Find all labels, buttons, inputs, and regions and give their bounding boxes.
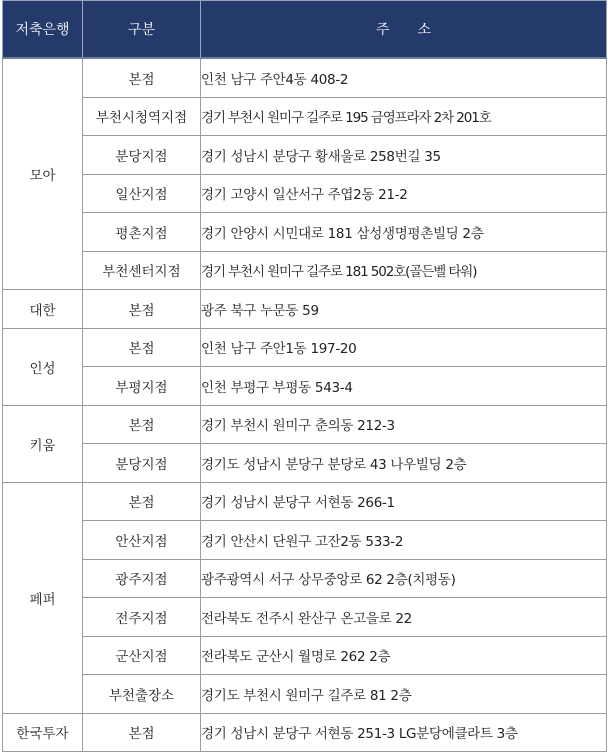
division-cell: 전주지점: [83, 598, 201, 637]
table-body: [3, 58, 607, 752]
table-row: [3, 598, 607, 637]
header-address: 주 소: [201, 1, 607, 59]
table-row: [3, 213, 607, 252]
division-cell: 부천시청역지점: [83, 97, 201, 136]
division-cell: 부평지점: [83, 367, 201, 406]
address-cell: 전라북도 군산시 월명로 262 2층: [201, 636, 607, 675]
address-cell: 경기 부천시 원미구 길주로 181 502호(골든벨 타워): [201, 251, 607, 290]
table-row: [3, 713, 607, 752]
branch-address-table: [2, 0, 607, 752]
header-row: [3, 1, 607, 59]
division-cell: 광주지점: [83, 559, 201, 598]
header-division: 구분: [83, 1, 201, 59]
address-cell: 경기 성남시 분당구 황새울로 258번길 35: [201, 136, 607, 175]
division-cell: 본점: [83, 58, 201, 97]
table-row: [3, 559, 607, 598]
address-cell: 광주광역시 서구 상무중앙로 62 2층(치평동): [201, 559, 607, 598]
division-cell: 분당지점: [83, 444, 201, 483]
division-cell: 안산지점: [83, 521, 201, 560]
bank-name-cell: 키움: [3, 405, 83, 482]
division-cell: 본점: [83, 328, 201, 367]
address-cell: 경기도 부천시 원미구 길주로 81 2층: [201, 675, 607, 714]
address-cell: 경기 성남시 분당구 서현동 266-1: [201, 482, 607, 521]
bank-name-cell: 페퍼: [3, 482, 83, 713]
address-cell: 인천 남구 주안4동 408-2: [201, 58, 607, 97]
table-row: [3, 444, 607, 483]
table-row: [3, 328, 607, 367]
address-cell: 경기 부천시 원미구 길주로 195 금영프라자 2차 201호: [201, 97, 607, 136]
table-row: [3, 136, 607, 175]
division-cell: 부천출장소: [83, 675, 201, 714]
table-row: [3, 675, 607, 714]
table-row: [3, 521, 607, 560]
address-cell: 인천 부평구 부평동 543-4: [201, 367, 607, 406]
division-cell: 본점: [83, 405, 201, 444]
division-cell: 분당지점: [83, 136, 201, 175]
address-cell: 경기도 성남시 분당구 분당로 43 나우빌딩 2층: [201, 444, 607, 483]
division-cell: 군산지점: [83, 636, 201, 675]
bank-name-cell: 인성: [3, 328, 83, 405]
address-cell: 경기 고양시 일산서구 주엽2동 21-2: [201, 174, 607, 213]
address-cell: 경기 부천시 원미구 춘의동 212-3: [201, 405, 607, 444]
bank-name-cell: 한국투자: [3, 713, 83, 752]
division-cell: 부천센터지점: [83, 251, 201, 290]
table-row: [3, 405, 607, 444]
address-cell: 광주 북구 누문동 59: [201, 290, 607, 329]
table-row: [3, 97, 607, 136]
address-cell: 경기 안산시 단원구 고잔2동 533-2: [201, 521, 607, 560]
bank-name-cell: 모아: [3, 58, 83, 290]
address-cell: 인천 남구 주안1동 197-20: [201, 328, 607, 367]
table-row: [3, 636, 607, 675]
division-cell: 본점: [83, 713, 201, 752]
division-cell: 본점: [83, 290, 201, 329]
table-row: [3, 251, 607, 290]
address-cell: 경기 안양시 시민대로 181 삼성생명평촌빌딩 2층: [201, 213, 607, 252]
table-row: [3, 58, 607, 97]
division-cell: 일산지점: [83, 174, 201, 213]
table-row: [3, 174, 607, 213]
header-bank: 저축은행: [3, 1, 83, 59]
address-cell: 경기 성남시 분당구 서현동 251-3 LG분당에클라트 3층: [201, 713, 607, 752]
address-cell: 전라북도 전주시 완산구 온고을로 22: [201, 598, 607, 637]
table-row: [3, 482, 607, 521]
table-row: [3, 367, 607, 406]
division-cell: 평촌지점: [83, 213, 201, 252]
bank-name-cell: 대한: [3, 290, 83, 329]
table-row: [3, 290, 607, 329]
division-cell: 본점: [83, 482, 201, 521]
